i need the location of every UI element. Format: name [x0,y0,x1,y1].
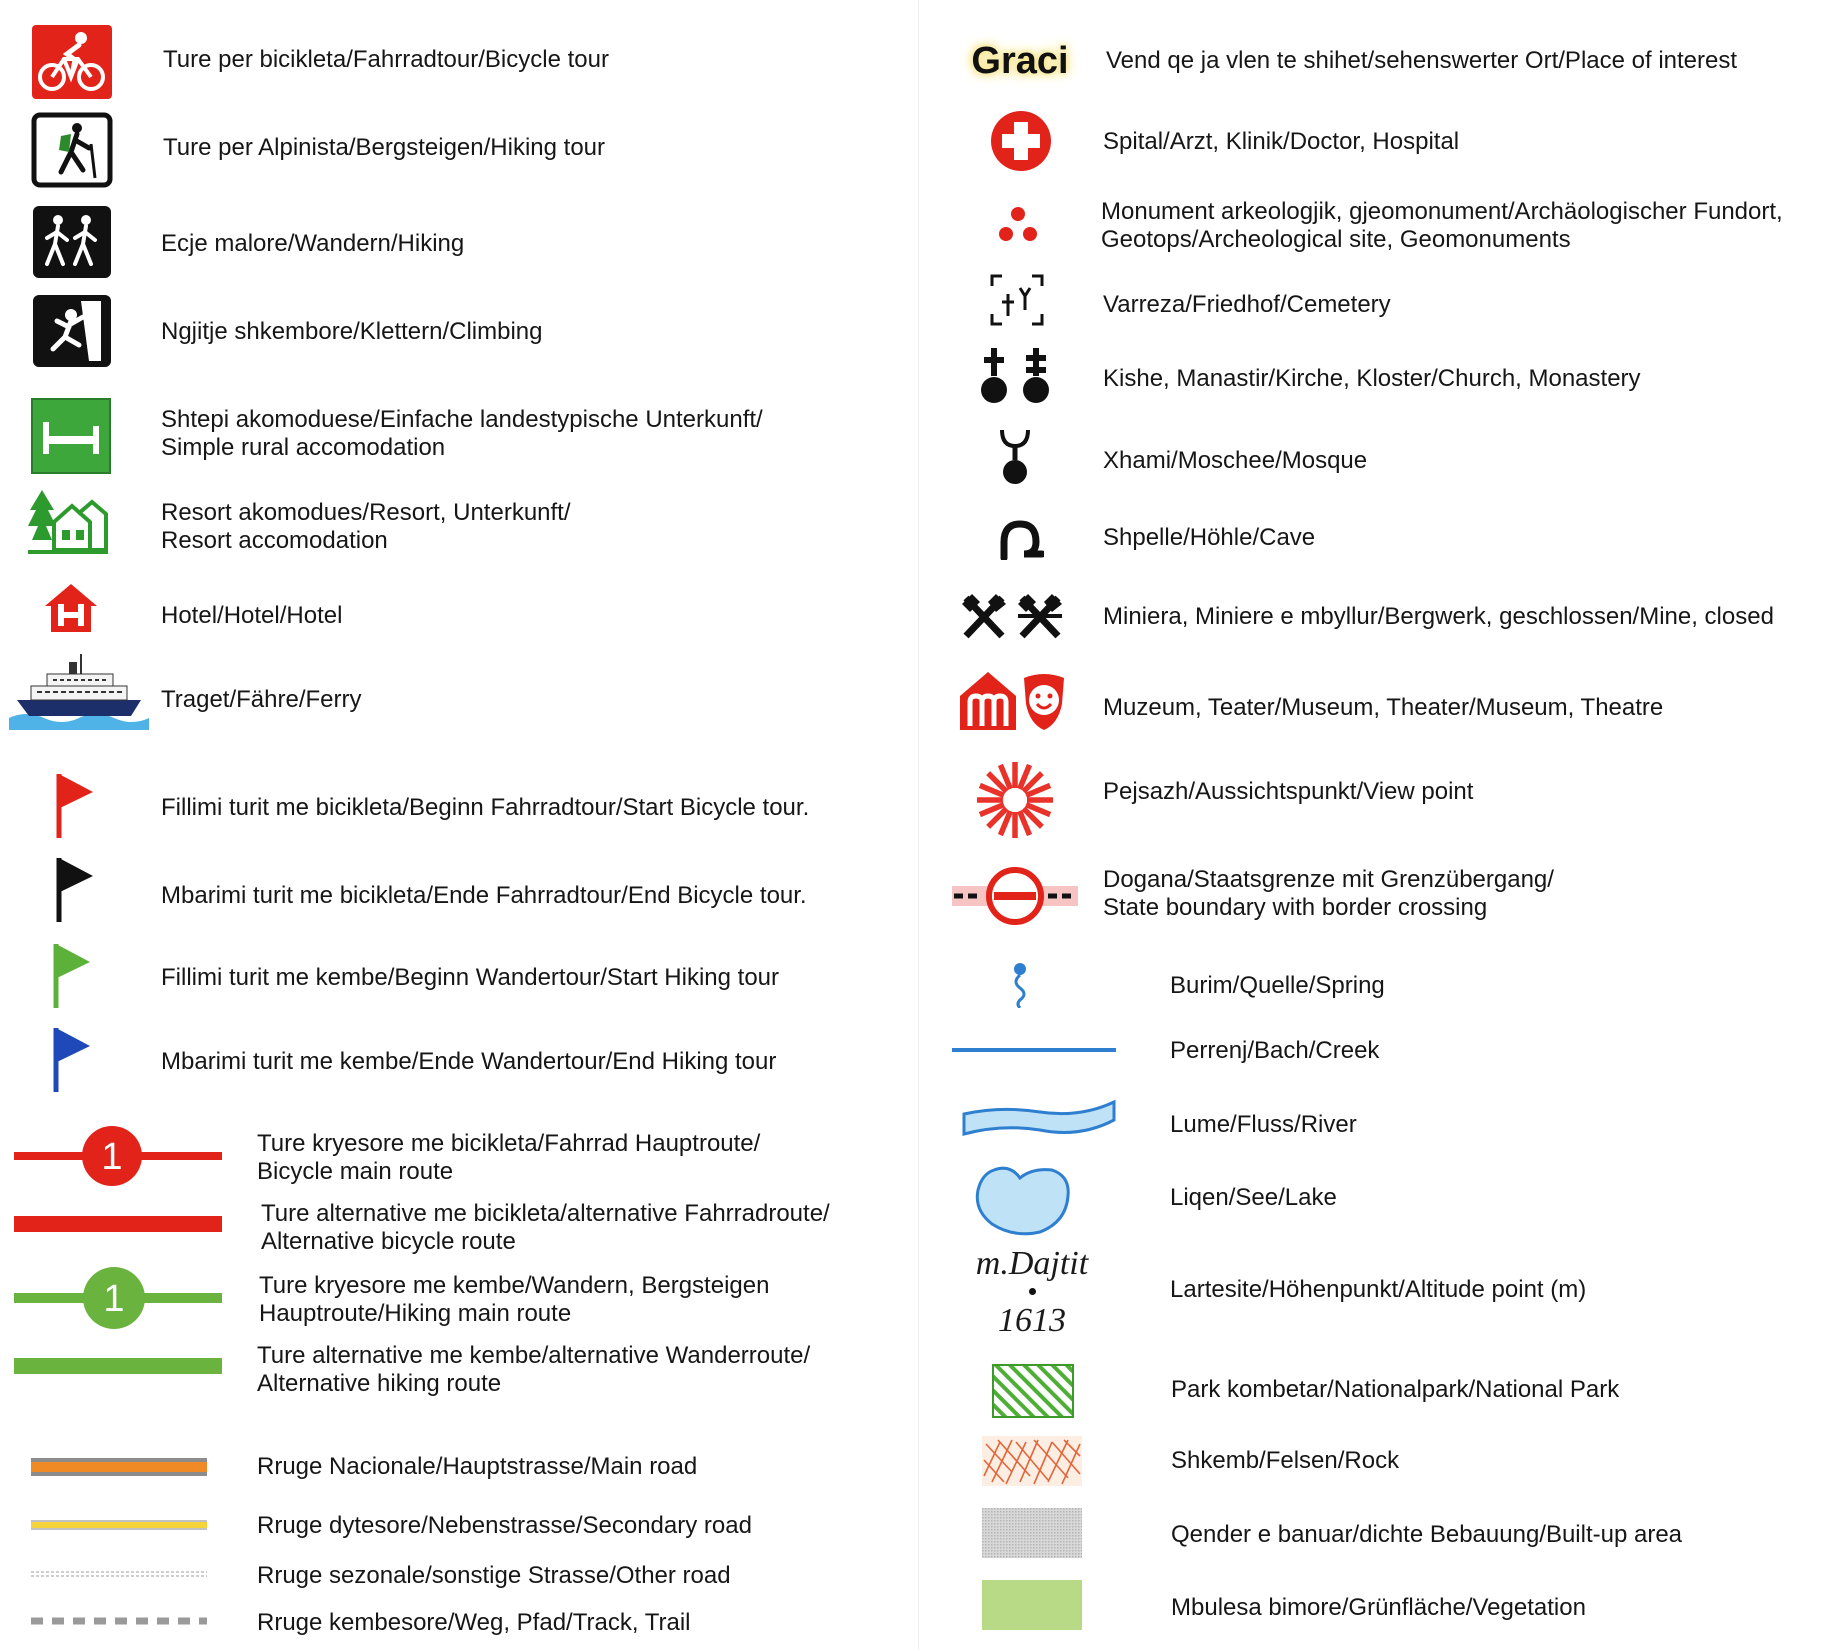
cemetery-icon [990,274,1044,326]
route-number-badge: 1 [101,1136,123,1178]
place-of-interest-sample: Graci [971,40,1069,82]
hiking-tour-icon [31,112,113,188]
hotel-icon [43,582,99,634]
main-road-icon [31,1458,207,1476]
green-flag-icon [52,942,92,1010]
other-road-icon [31,1570,207,1578]
legend-label: Mbulesa bimore/Grünfläche/Vegetation [1171,1594,1586,1621]
legend-label: Hotel/Hotel/Hotel [161,602,343,629]
legend-label: Dogana/Staatsgrenze mit Grenzübergang/ State boundary with border crossing [1103,866,1554,921]
peak-dot [1029,1288,1036,1295]
legend-label: Vend qe ja vlen te shihet/sehenswerter Ort/Place of interest [1106,47,1738,74]
view-point-icon [975,760,1055,840]
resort-icon [28,488,108,554]
legend-label: Varreza/Friedhof/Cemetery [1103,291,1391,318]
vegetation-icon [982,1580,1082,1630]
cave-icon [996,520,1044,560]
national-park-icon [992,1364,1074,1418]
legend-label: Ture kryesore me bicikleta/Fahrrad Hauptroute/ Bicycle main route [257,1130,761,1185]
black-flag-icon [55,856,95,924]
secondary-road-icon [31,1520,207,1530]
peak-name-sample: m.Dajtit [975,1245,1089,1282]
mosque-icon [998,428,1032,486]
legend-label: Rruge kembesore/Weg, Pfad/Track, Trail [257,1609,691,1636]
legend-label: Lume/Fluss/River [1170,1111,1357,1138]
legend-label: Ture per Alpinista/Bergsteigen/Hiking tour [163,134,606,161]
legend-label: Qender e banuar/dichte Bebauung/Built-up area [1171,1521,1683,1548]
climbing-icon [31,293,113,369]
legend-label: Ture alternative me kembe/alternative Wanderroute/ Alternative hiking route [257,1342,811,1397]
legend-label: Ecje malore/Wandern/Hiking [161,230,465,257]
legend-label: Pejsazh/Aussichtspunkt/View point [1103,778,1474,805]
archeological-site-icon [996,204,1040,244]
border-crossing-icon [952,866,1078,926]
built-up-area-icon [982,1508,1082,1558]
bicycle-main-route-icon [14,1124,222,1188]
river-icon [962,1098,1116,1144]
hiking-icon [31,204,113,280]
bed-icon [31,398,111,474]
hiking-alt-route-icon [14,1358,222,1374]
altitude-point-icon [962,1244,1102,1352]
legend-label: Lartesite/Höhenpunkt/Altitude point (m) [1170,1276,1587,1303]
hospital-icon [990,110,1052,172]
track-trail-icon [31,1616,207,1626]
spring-icon [1008,962,1032,1008]
place-of-interest-icon [966,36,1074,86]
lake-icon [974,1164,1072,1236]
legend-label: Park kombetar/Nationalpark/National Park [1171,1376,1620,1403]
route-number-badge: 1 [103,1278,125,1320]
legend-label: Ngjitje shkembore/Klettern/Climbing [161,318,543,345]
legend-label: Shpelle/Höhle/Cave [1103,524,1316,551]
legend-label: Mbarimi turit me kembe/Ende Wandertour/End Hiking tour [161,1048,777,1075]
red-flag-icon [55,772,95,840]
legend-label: Spital/Arzt, Klinik/Doctor, Hospital [1103,128,1460,155]
blue-flag-icon [52,1026,92,1094]
legend-label: Liqen/See/Lake [1170,1184,1337,1211]
legend-label: Fillimi turit me bicikleta/Beginn Fahrradtour/Start Bicycle tour. [161,794,810,821]
legend-label: Muzeum, Teater/Museum, Theater/Museum, Theatre [1103,694,1664,721]
legend-label: Kishe, Manastir/Kirche, Kloster/Church, Monastery [1103,365,1641,392]
legend-label: Rruge sezonale/sonstige Strasse/Other road [257,1562,731,1589]
legend-label: Rruge dytesore/Nebenstrasse/Secondary road [257,1512,752,1539]
legend-label: Fillimi turit me kembe/Beginn Wandertour/Start Hiking tour [161,964,779,991]
legend-label: Traget/Fähre/Ferry [161,686,362,713]
legend-label: Resort akomodues/Resort, Unterkunft/ Resort accomodation [161,499,571,554]
museum-theatre-icon [958,670,1070,732]
ferry-icon [9,652,149,730]
hiking-main-route-icon [14,1266,222,1330]
legend-label: Ture alternative me bicikleta/alternative Fahrradroute/ Alternative bicycle route [261,1200,830,1255]
legend-label: Shtepi akomoduese/Einfache landestypische Unterkunft/ Simple rural accomodation [161,406,763,461]
legend-label: Ture per bicikleta/Fahrradtour/Bicycle tour [163,46,609,73]
bicycle-tour-icon [31,24,113,100]
peak-height-sample: 1613 [998,1302,1066,1339]
legend-label: Ture kryesore me kembe/Wandern, Bergsteigen Hauptroute/Hiking main route [259,1272,770,1327]
legend-label: Perrenj/Bach/Creek [1170,1037,1380,1064]
rock-icon [982,1436,1082,1486]
legend-label: Miniera, Miniere e mbyllur/Bergwerk, geschlossen/Mine, closed [1103,603,1774,630]
mine-icon [962,592,1064,640]
legend-label: Rruge Nacionale/Hauptstrasse/Main road [257,1453,698,1480]
bicycle-alt-route-icon [14,1216,222,1232]
column-divider [918,0,919,1650]
church-icon [978,346,1056,404]
legend-label: Xhami/Moschee/Mosque [1103,447,1368,474]
legend-label: Burim/Quelle/Spring [1170,972,1385,999]
legend-label: Mbarimi turit me bicikleta/Ende Fahrradtour/End Bicycle tour. [161,882,807,909]
creek-icon [952,1047,1116,1053]
legend-label: Monument arkeologjik, gjeomonument/Archäologischer Fundort, Geotops/Archeological site, Geomonuments [1101,198,1783,253]
legend-label: Shkemb/Felsen/Rock [1171,1447,1400,1474]
